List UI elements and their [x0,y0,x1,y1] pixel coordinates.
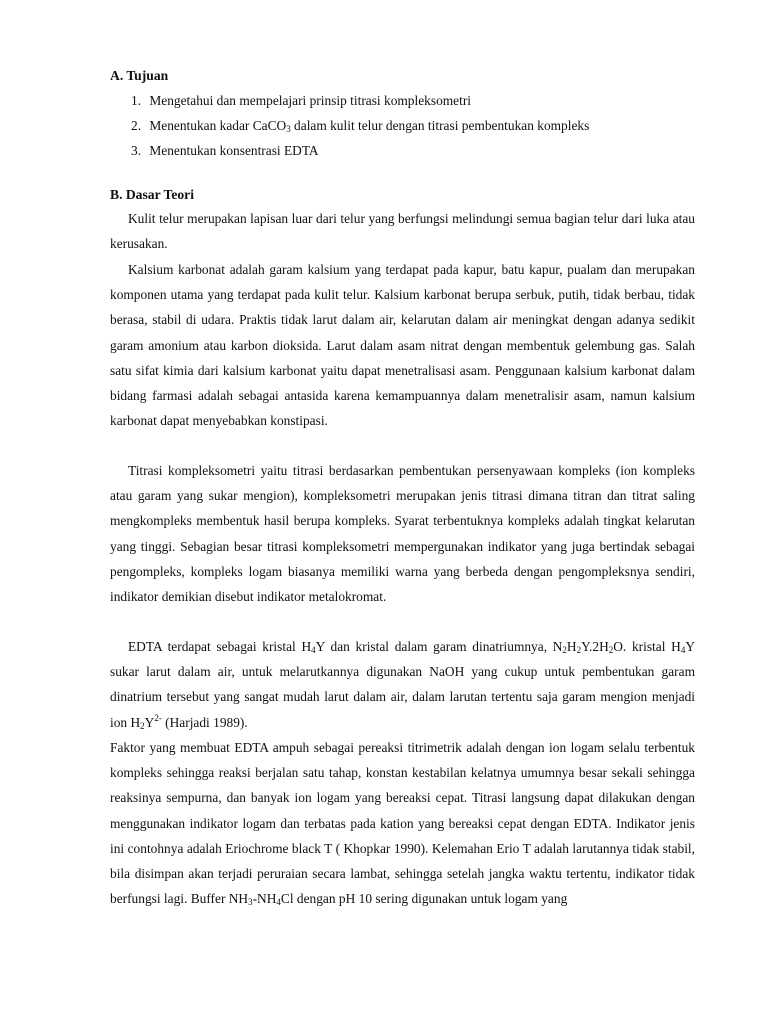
list-item-text: Mengetahui dan mempelajari prinsip titrasi kompleksometri [149,93,472,108]
list-item-text: Menentukan konsentrasi EDTA [149,143,319,158]
list-item-number: 3. [131,143,142,158]
list-item [131,118,589,143]
paragraph-eggshell: Kulit telur merupakan lapisan luar dari telur yang berfungsi melindungi semua bagian telur dari luka atau kerusakan. [110,211,695,252]
paragraph-edta-factors: Faktor yang membuat EDTA ampuh sebagai pereaksi titrimetrik adalah dengan ion logam selalu terbentuk kompleks sehingga reaksi berjalan satu tahap, konstan kestabilan kelatnya umumnya besar sekali sehingga reaksinya sempurna, dan banyak ion logam yang bereaksi cepat. Titrasi langsung dapat dilakukan dengan menggunakan indikator logam dan terbatas pada kation yang bereaksi cepat dengan EDTA. Indikator jenis ini contohnya adalah Eriochrome black T ( Khopkar 1990). Kelemahan Erio T adalah larutannya tidak stabil, bila disimpan akan terjadi peruraian secara lambat, sehingga setelah jangka waktu tertentu, indikator tidak berfungsi lagi. Buffer $NH_3-NH_4Cl$ dengan pH 10 sering digunakan untuk logam yang [110,740,695,908]
section-a-heading: A. Tujuan [110,68,169,83]
paragraph-complexometry: Titrasi kompleksometri yaitu titrasi berdasarkan pembentukan persenyawaan kompleks (ion kompleks atau garam yang sukar mengion), kompleksometri merupakan jenis titrasi dimana titran dan titrat saling mengkompleks membentuk hasil berupa kompleks. Syarat terbentuknya kompleks adalah tingkat kelarutan yang tinggi. Sebagian besar titrasi kompleksometri mempergunakan indikator yang juga bertindak sebagai pengompleks, kompleks logam biasanya memiliki warna yang berbeda dengan pengompleksnya sendiri, indikator demikian disebut indikator metalokromat. [110,463,695,605]
list-item-number: 1. [131,93,142,108]
objectives-list [131,93,589,168]
paragraph-calcium-carbonate: Kalsium karbonat adalah garam kalsium yang terdapat pada kapur, batu kapur, pualam dan merupakan komponen utama yang terdapat pada kulit telur. Kalsium karbonat berupa serbuk, putih, tidak berbau, tidak berasa, stabil di udara. Praktis tidak larut dalam air, kelarutan dalam air meningkat dengan adanya sedikit garam amonium atau karbon dioksida. Larut dalam asam nitrat dengan membentuk gelembung gas. Salah satu sifat kimia dari kalsium karbonat yaitu dapat menetralisasi asam. Penggunaan kalsium karbonat dalam bidang farmasi adalah sebagai antasida karena kemampuannya dalam menetralisir asam, namun kalsium karbonat dapat menyebabkan konstipasi. [110,262,695,429]
list-item-text: Menentukan kadar CaCO$_3$ dalam kulit telur dengan titrasi pembentukan kompleks [149,118,590,134]
paragraph-edta: EDTA terdapat sebagai kristal $H_4Y$ dan kristal dalam garam dinatriumnya, $N_2H_2Y.2H_2O$. kristal $H_4Y$ sukar larut dalam air, untuk melarutkannya digunakan NaOH yang cukup untuk pembentukan garam dinatrium tersebut yang sangat mudah larut dalam air, dalam larutan tertentu saja garam mengion menjadi ion $H_2Y^{2-}$ (Harjadi 1989). [110,639,695,731]
list-item-number: 2. [131,118,142,133]
section-b-heading: B. Dasar Teori [110,187,194,202]
list-item [131,93,589,118]
list-item [131,143,589,168]
